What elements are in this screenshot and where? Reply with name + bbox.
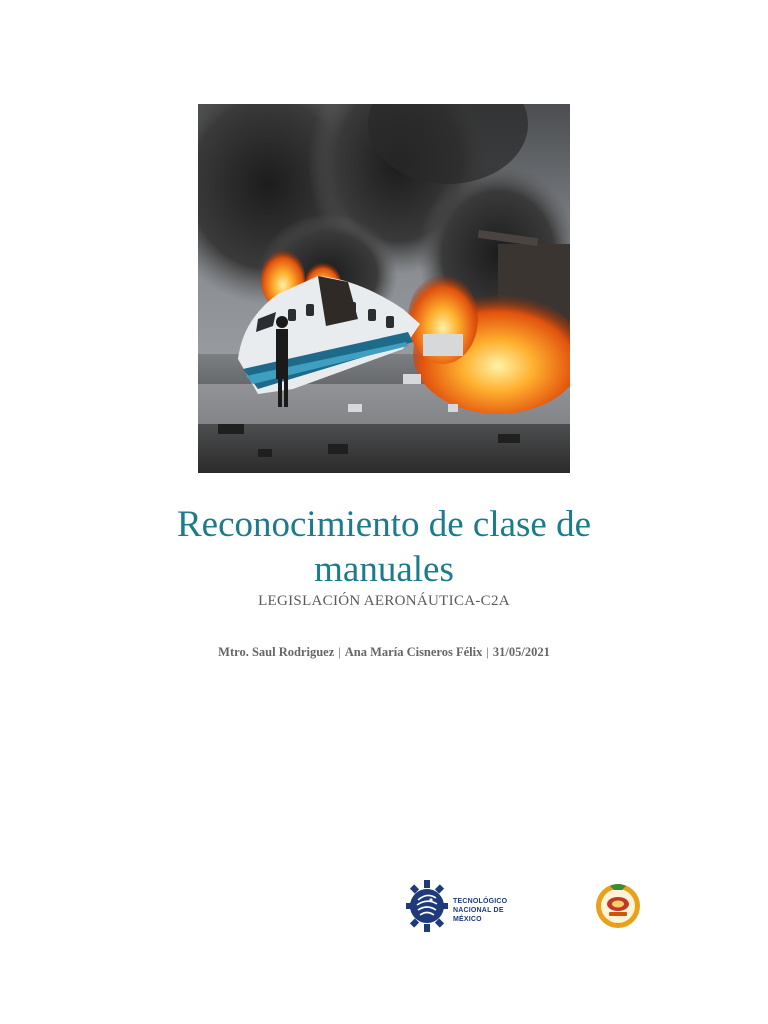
byline	[84, 645, 684, 660]
document-title	[84, 502, 684, 592]
institution-seal-logo	[594, 882, 642, 930]
document-date: 31/05/2021	[492, 645, 550, 659]
tecnm-gear-eagle-icon	[406, 878, 448, 934]
crash-photo-illustration	[198, 104, 570, 473]
document-subtitle: LEGISLACIÓN AERONÁUTICA-C2A	[258, 593, 510, 609]
tecnm-logo	[406, 878, 528, 934]
institution-seal-icon	[594, 882, 642, 930]
instructor-name: Mtro. Saul Rodriguez	[218, 645, 335, 659]
author-name: Ana María Cisneros Félix	[344, 645, 483, 659]
document-title-line-1: Reconocimiento de clase de	[176, 504, 592, 545]
byline-separator: |	[486, 645, 489, 659]
tecnm-logo-text	[453, 897, 528, 924]
tecnm-logo-line-2: NACIONAL DE MÉXICO	[453, 907, 504, 923]
svg-text:- -: - -	[616, 920, 620, 925]
byline-separator: |	[338, 645, 341, 659]
cover-photo	[198, 104, 570, 473]
tecnm-logo-line-1: TECNOLÓGICO	[453, 898, 508, 905]
document-title-line-2: manuales	[314, 549, 454, 590]
